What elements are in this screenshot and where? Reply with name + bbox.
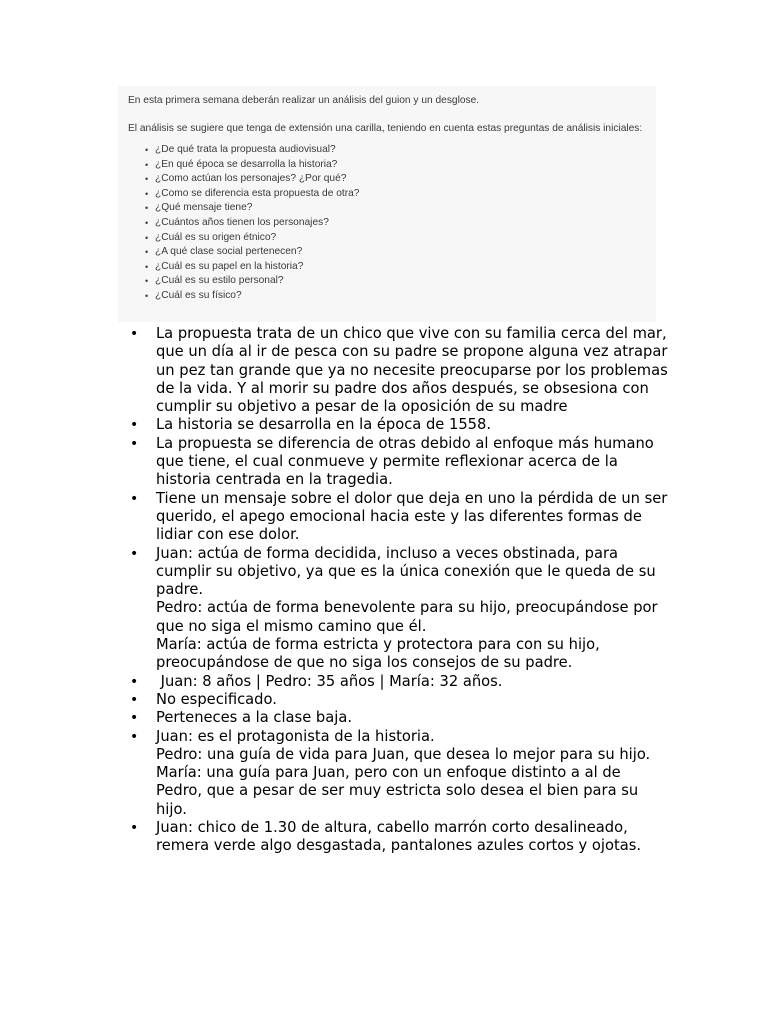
question-item: • ¿Cuál es su papel en la historia?: [155, 260, 644, 275]
question-item: • ¿Como actúan los personajes? ¿Por qué?: [155, 172, 644, 187]
answer-item: [128, 490, 668, 545]
answer-item: [128, 325, 668, 416]
question-item: • ¿En qué época se desarrolla la historia?: [155, 158, 644, 173]
bullet-icon: •: [130, 820, 139, 837]
answer-text-maria: María: actúa de forma estricta y protectora para con su hijo, preocupándose de que no siga los consejos de su padre.: [156, 636, 600, 672]
answer-text-juan: Juan: actúa de forma decidida, incluso a veces obstinada, para cumplir su objetivo, ya que es la única conexión que le queda de su padre.: [156, 544, 656, 599]
bullet-icon: •: [145, 232, 149, 243]
question-item: • ¿Cuántos años tienen los personajes?: [155, 216, 644, 231]
bullet-icon: •: [145, 247, 149, 258]
answer-text: La propuesta se diferencia de otras debido al enfoque más humano que tiene, el cual conmueve y permite reflexionar acerca de la historia centrada en la tragedia.: [156, 434, 654, 489]
bullet-icon: •: [145, 261, 149, 272]
bullet-icon: •: [145, 290, 149, 301]
question-item: • ¿Qué mensaje tiene?: [155, 201, 644, 216]
questions-list: [128, 143, 644, 304]
answer-text: Juan: chico de 1.30 de altura, cabello marrón corto desalineado, remera verde algo desgastada, pantalones azules cortos y ojotas.: [156, 819, 642, 855]
bullet-icon: •: [145, 188, 149, 199]
answers-list: [128, 325, 668, 856]
answer-item: [128, 728, 668, 819]
answer-item: [128, 545, 668, 673]
answer-text-pedro: Pedro: una guía de vida para Juan, que desea lo mejor para su hijo.: [156, 745, 651, 763]
instructions-intro: En esta primera semana deberán realizar un análisis del guion y un desglose.: [128, 95, 480, 106]
question-item: • ¿Como se diferencia esta propuesta de otra?: [155, 187, 644, 202]
bullet-icon: •: [145, 217, 149, 228]
bullet-icon: •: [130, 417, 139, 434]
bullet-icon: •: [145, 174, 149, 185]
question-item: • ¿De qué trata la propuesta audiovisual?: [155, 143, 644, 158]
bullet-icon: •: [145, 159, 149, 170]
answer-item: [128, 819, 668, 856]
answer-text: Juan: 8 años | Pedro: 35 años | María: 32 años.: [156, 672, 503, 690]
answer-item: [128, 691, 668, 709]
bullet-icon: •: [145, 276, 149, 287]
bullet-icon: •: [130, 545, 139, 562]
bullet-icon: •: [130, 435, 139, 452]
answer-text: La propuesta trata de un chico que vive con su familia cerca del mar, que un día al ir de pesca con su padre se propone alguna vez atrapar un pez tan grande que ya no necesite preocuparse por los problemas de la vida. Y al morir su padre dos años después, se obsesiona con cumplir su objetivo a pesar de la oposición de su madre: [156, 325, 668, 416]
answer-item: [128, 673, 668, 691]
answer-text: La historia se desarrolla en la época de 1558.: [156, 416, 492, 434]
answer-item: [128, 709, 668, 727]
answer-text-juan: Juan: es el protagonista de la historia.: [156, 727, 435, 745]
answer-text: Perteneces a la clase baja.: [156, 709, 352, 727]
answer-text-pedro: Pedro: actúa de forma benevolente para su hijo, preocupándose por que no siga el mismo camino que él.: [156, 599, 658, 635]
bullet-icon: •: [130, 673, 139, 690]
question-item: • ¿Cuál es su físico?: [155, 289, 644, 304]
answer-text: No especificado.: [156, 690, 277, 708]
bullet-icon: •: [130, 710, 139, 727]
answer-text: Tiene un mensaje sobre el dolor que deja en uno la pérdida de un ser querido, el apego emocional hacia este y las diferentes formas de lidiar con ese dolor.: [156, 489, 668, 544]
instructions-screenshot: [118, 86, 656, 322]
answer-item: [128, 416, 668, 434]
bullet-icon: •: [145, 203, 149, 214]
bullet-icon: •: [130, 326, 139, 342]
bullet-icon: •: [130, 728, 139, 745]
answer-text-maria: María: una guía para Juan, pero con un enfoque distinto a al de Pedro, que a pesar de ser muy estricta solo desea el bien para su hijo.: [156, 764, 639, 818]
question-item: • ¿Cuál es su estilo personal?: [155, 274, 644, 289]
bullet-icon: •: [145, 145, 149, 155]
answer-item: [128, 435, 668, 490]
bullet-icon: •: [130, 490, 139, 507]
question-item: • ¿A qué clase social pertenecen?: [155, 245, 644, 260]
bullet-icon: •: [130, 691, 139, 708]
question-item: • ¿Cuál es su origen étnico?: [155, 231, 644, 246]
instructions-lead: El análisis se sugiere que tenga de extensión una carilla, teniendo en cuenta estas preguntas de análisis iniciales:: [128, 123, 643, 134]
